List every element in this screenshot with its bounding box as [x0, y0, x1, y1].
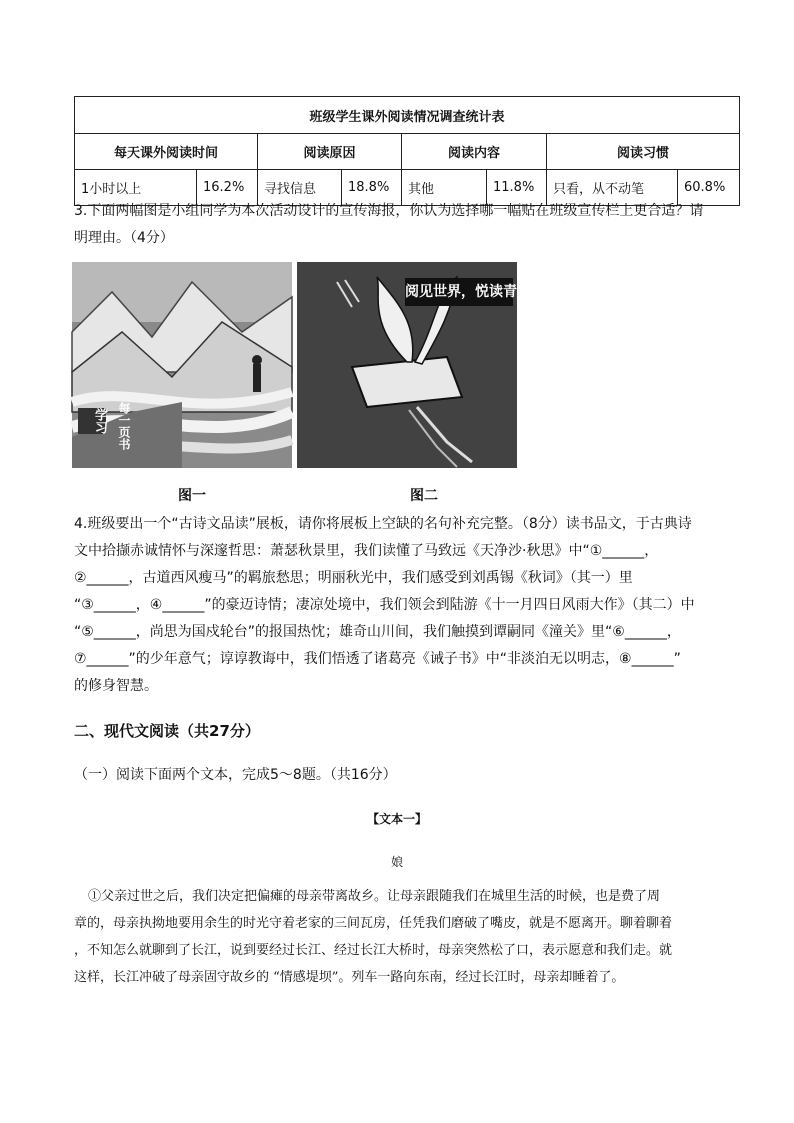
paragraph-line: 章的，母亲执拗地要用余生的时光守着老家的三间瓦房，任凭我们磨破了嘴皮，就是不愿离开。聊着聊着 — [74, 916, 673, 931]
table-cell-value: 60.8% — [678, 170, 740, 206]
table-header: 阅读内容 — [402, 134, 547, 170]
table-cell-label: 1小时以上 — [75, 170, 197, 206]
poster1-text-a: 学习 — [78, 408, 106, 434]
poster-figure-1 — [72, 262, 292, 468]
table-header: 阅读习惯 — [547, 134, 740, 170]
text-title: 娘 — [390, 855, 403, 869]
q4-line: “⑤______，尚思为国戍轮台”的报国热忱；雄奇山川间，我们触摸到谭嗣同《潼关》里“⑥______， — [74, 624, 681, 640]
figure-2-caption: 图二 — [410, 488, 438, 504]
q4-line: 4.班级要出一个“古诗文品读”展板，请你将展板上空缺的名句补充完整。（8分）读书品文，于古典诗 — [74, 516, 692, 532]
table-cell-value: 16.2% — [197, 170, 258, 206]
poster2-title: 阅见世界，悦读青春 — [405, 278, 513, 306]
q4-line: ②______，古道西风瘦马”的羁旅愁思；明丽秋光中，我们感受到刘禹锡《秋词》（其一）里 — [74, 570, 633, 586]
table-title: 班级学生课外阅读情况调查统计表 — [75, 97, 740, 134]
q4-line: ⑦______”的少年意气；谆谆教诲中，我们悟透了诸葛亮《诫子书》中“非淡泊无以明志，⑧______” — [74, 651, 681, 667]
q3-line: 明理由。（4分） — [74, 230, 174, 246]
section-heading: 二、现代文阅读（共27分） — [74, 722, 260, 740]
paragraph-line: ，不知怎么就聊到了长江，说到要经过长江、经过长江大桥时，母亲突然松了口，表示愿意和我们走。就 — [74, 943, 673, 958]
table-header: 阅读原因 — [258, 134, 402, 170]
table-cell-value: 18.8% — [342, 170, 402, 206]
q4-line: 文中拾撷赤诚情怀与深邃哲思：萧瑟秋景里，我们读懂了马致远《天净沙·秋思》中“①______， — [74, 543, 659, 559]
text-label: 【文本一】 — [366, 812, 427, 826]
poster-figure-2 — [297, 262, 531, 468]
q4-line: 的修身智慧。 — [74, 678, 158, 694]
table-cell-label: 只看，从不动笔 — [547, 170, 678, 206]
survey-table — [74, 96, 740, 206]
table-cell-label: 其他 — [402, 170, 487, 206]
paragraph-line: ①父亲过世之后，我们决定把偏瘫的母亲带离故乡。让母亲跟随我们在城里生活的时候，也是费了周 — [88, 889, 661, 904]
q3-line: 3.下面两幅图是小组同学为本次活动设计的宣传海报，你认为选择哪一幅贴在班级宣传栏上更合适？请 — [74, 203, 704, 219]
table-cell-label: 寻找信息 — [258, 170, 342, 206]
poster1-text-b: 每一页书 — [117, 402, 131, 450]
paragraph-line: 这样，长江冲破了母亲固守故乡的 “情感堤坝”。列车一路向东南，经过长江时，母亲却睡着了。 — [74, 970, 625, 985]
table-header: 每天课外阅读时间 — [75, 134, 258, 170]
figure-1-caption: 图一 — [178, 488, 206, 504]
q4-line: “③______，④______”的豪迈诗情；凄凉处境中，我们领会到陆游《十一月四日风雨大作》（其二）中 — [74, 597, 695, 613]
person-figure — [253, 364, 261, 392]
section-subheading: （一）阅读下面两个文本，完成5～8题。（共16分） — [74, 767, 397, 783]
mountain-road-illustration — [72, 262, 292, 468]
table-cell-value: 11.8% — [487, 170, 547, 206]
